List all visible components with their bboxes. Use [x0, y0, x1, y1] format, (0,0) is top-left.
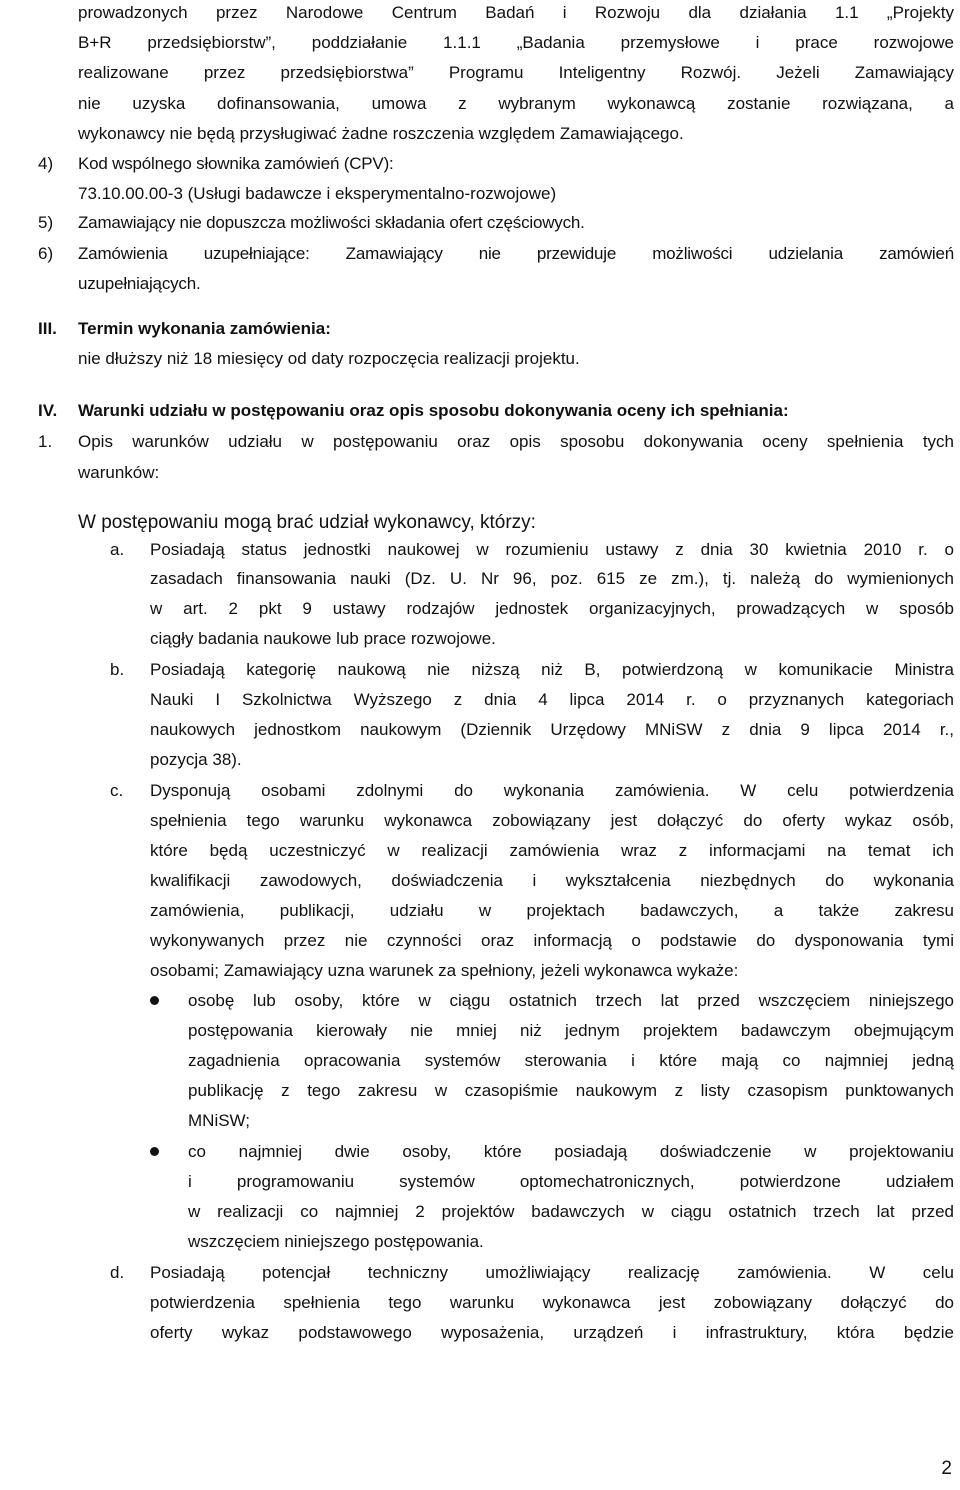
condition-c-label: c.	[110, 781, 124, 800]
bullet-1-line-3: zagadnienia opracowania systemów sterowania i które mają co najmniej jedną	[188, 1051, 954, 1070]
section-3-text: nie dłuższy niż 18 miesięcy od daty rozpoczęcia realizacji projektu.	[78, 349, 580, 368]
condition-d-line-3: oferty wykaz podstawowego wyposażenia, urządzeń i infrastruktury, która będzie	[150, 1323, 954, 1342]
condition-a-line-1: Posiadają status jednostki naukowej w rozumieniu ustawy z dnia 30 kwietnia 2010 r. o	[150, 540, 954, 559]
item-6-line-2: uzupełniających.	[78, 274, 201, 293]
condition-a-line-4: ciągły badania naukowe lub prace rozwojowe.	[150, 629, 496, 648]
intro-line-3: realizowane przez przedsiębiorstwa” Programu Inteligentny Rozwój. Jeżeli Zamawiający	[78, 63, 954, 82]
item-5-text: Zamawiający nie dopuszcza możliwości składania ofert częściowych.	[78, 213, 585, 232]
bullet-1-line-2: postępowania kierowały nie mniej niż jednym projektem badawczym obejmującym	[188, 1021, 954, 1040]
bullet-2-line-3: w realizacji co najmniej 2 projektów badawczych w ciągu ostatnich trzech lat przed	[188, 1202, 954, 1221]
bullet-1-line-5: MNiSW;	[188, 1111, 251, 1130]
bullet-icon	[150, 996, 159, 1005]
bullet-2-line-1: co najmniej dwie osoby, które posiadają doświadczenie w projektowaniu	[188, 1142, 954, 1161]
condition-b-label: b.	[110, 660, 125, 679]
intro-line-5: wykonawcy nie będą przysługiwać żadne roszczenia względem Zamawiającego.	[78, 124, 684, 143]
subsection-1-line-2: warunków:	[78, 463, 160, 482]
section-3-label: III.	[38, 319, 57, 338]
condition-c-line-7: osobami; Zamawiający uzna warunek za spełniony, jeżeli wykonawca wykaże:	[150, 961, 739, 980]
condition-c-line-6: wykonywanych przez nie czynności oraz informacją o podstawie do dysponowania tymi	[150, 931, 954, 950]
item-5-label: 5)	[38, 213, 54, 232]
section-3-title: Termin wykonania zamówienia:	[78, 319, 331, 338]
condition-a-line-3: w art. 2 pkt 9 ustawy rodzajów jednostek organizacyjnych, prowadzących w sposób	[150, 599, 954, 618]
bullet-icon	[150, 1147, 159, 1156]
condition-c-line-3: które będą uczestniczyć w realizacji zamówienia wraz z informacjami na temat ich	[150, 841, 954, 860]
bullet-1-line-4: publikację z tego zakresu w czasopiśmie naukowym z listy czasopism punktowanych	[188, 1081, 954, 1100]
intro-line-2: B+R przedsiębiorstw”, poddziałanie 1.1.1 „Badania przemysłowe i prace rozwojowe	[78, 33, 954, 52]
condition-d-line-1: Posiadają potencjał techniczny umożliwiający realizację zamówienia. W celu	[150, 1263, 954, 1282]
item-4-text: Kod wspólnego słownika zamówień (CPV):	[78, 154, 394, 173]
condition-b-line-2: Nauki I Szkolnictwa Wyższego z dnia 4 lipca 2014 r. o przyznanych kategoriach	[150, 690, 954, 709]
condition-c-line-1: Dysponują osobami zdolnymi do wykonania zamówienia. W celu potwierdzenia	[150, 781, 954, 800]
condition-d-line-2: potwierdzenia spełnienia tego warunku wykonawca jest zobowiązany dołączyć do	[150, 1293, 954, 1312]
condition-a-label: a.	[110, 540, 125, 559]
bullet-2-line-2: i programowaniu systemów optomechatronicznych, potwierdzone udziałem	[188, 1172, 954, 1191]
subsection-1-label: 1.	[38, 432, 53, 451]
condition-b-line-3: naukowych jednostkom naukowym (Dziennik Urzędowy MNiSW z dnia 9 lipca 2014 r.,	[150, 720, 954, 739]
subsection-1-line-1: Opis warunków udziału w postępowaniu oraz opis sposobu dokonywania oceny spełnienia tych	[78, 432, 954, 451]
participation-intro: W postępowaniu mogą brać udział wykonawcy, którzy:	[78, 512, 536, 533]
intro-line-4: nie uzyska dofinansowania, umowa z wybranym wykonawcą zostanie rozwiązana, a	[78, 94, 954, 113]
cpv-code: 73.10.00.00-3 (Usługi badawcze i eksperymentalno-rozwojowe)	[78, 184, 557, 203]
section-4-title: Warunki udziału w postępowaniu oraz opis sposobu dokonywania oceny ich spełniania:	[78, 401, 789, 420]
condition-b-line-4: pozycja 38).	[150, 750, 242, 769]
condition-c-line-5: zamówienia, publikacji, udziału w projektach badawczych, a także zakresu	[150, 901, 954, 920]
item-6-line-1: Zamówienia uzupełniające: Zamawiający nie przewiduje możliwości udzielania zamówień	[78, 244, 954, 263]
section-4-label: IV.	[38, 401, 58, 420]
item-6-label: 6)	[38, 244, 54, 263]
condition-b-line-1: Posiadają kategorię naukową nie niższą niż B, potwierdzoną w komunikacie Ministra	[150, 660, 954, 679]
bullet-2-line-4: wszczęciem niniejszego postępowania.	[188, 1232, 484, 1251]
condition-c-line-2: spełnienia tego warunku wykonawca zobowiązany jest dołączyć do oferty wykaz osób,	[150, 811, 954, 830]
condition-d-label: d.	[110, 1263, 125, 1282]
bullet-1-line-1: osobę lub osoby, które w ciągu ostatnich trzech lat przed wszczęciem niniejszego	[188, 991, 954, 1010]
condition-c-line-4: kwalifikacji zawodowych, doświadczenia i wykształcenia niezbędnych do wykonania	[150, 871, 954, 890]
condition-a-line-2: zasadach finansowania nauki (Dz. U. Nr 96, poz. 615 ze zm.), tj. należą do wymienionych	[150, 569, 954, 588]
intro-line-1: prowadzonych przez Narodowe Centrum Badań i Rozwoju dla działania 1.1 „Projekty	[78, 3, 954, 22]
page-number: 2	[941, 1458, 952, 1479]
item-4-label: 4)	[38, 154, 54, 173]
